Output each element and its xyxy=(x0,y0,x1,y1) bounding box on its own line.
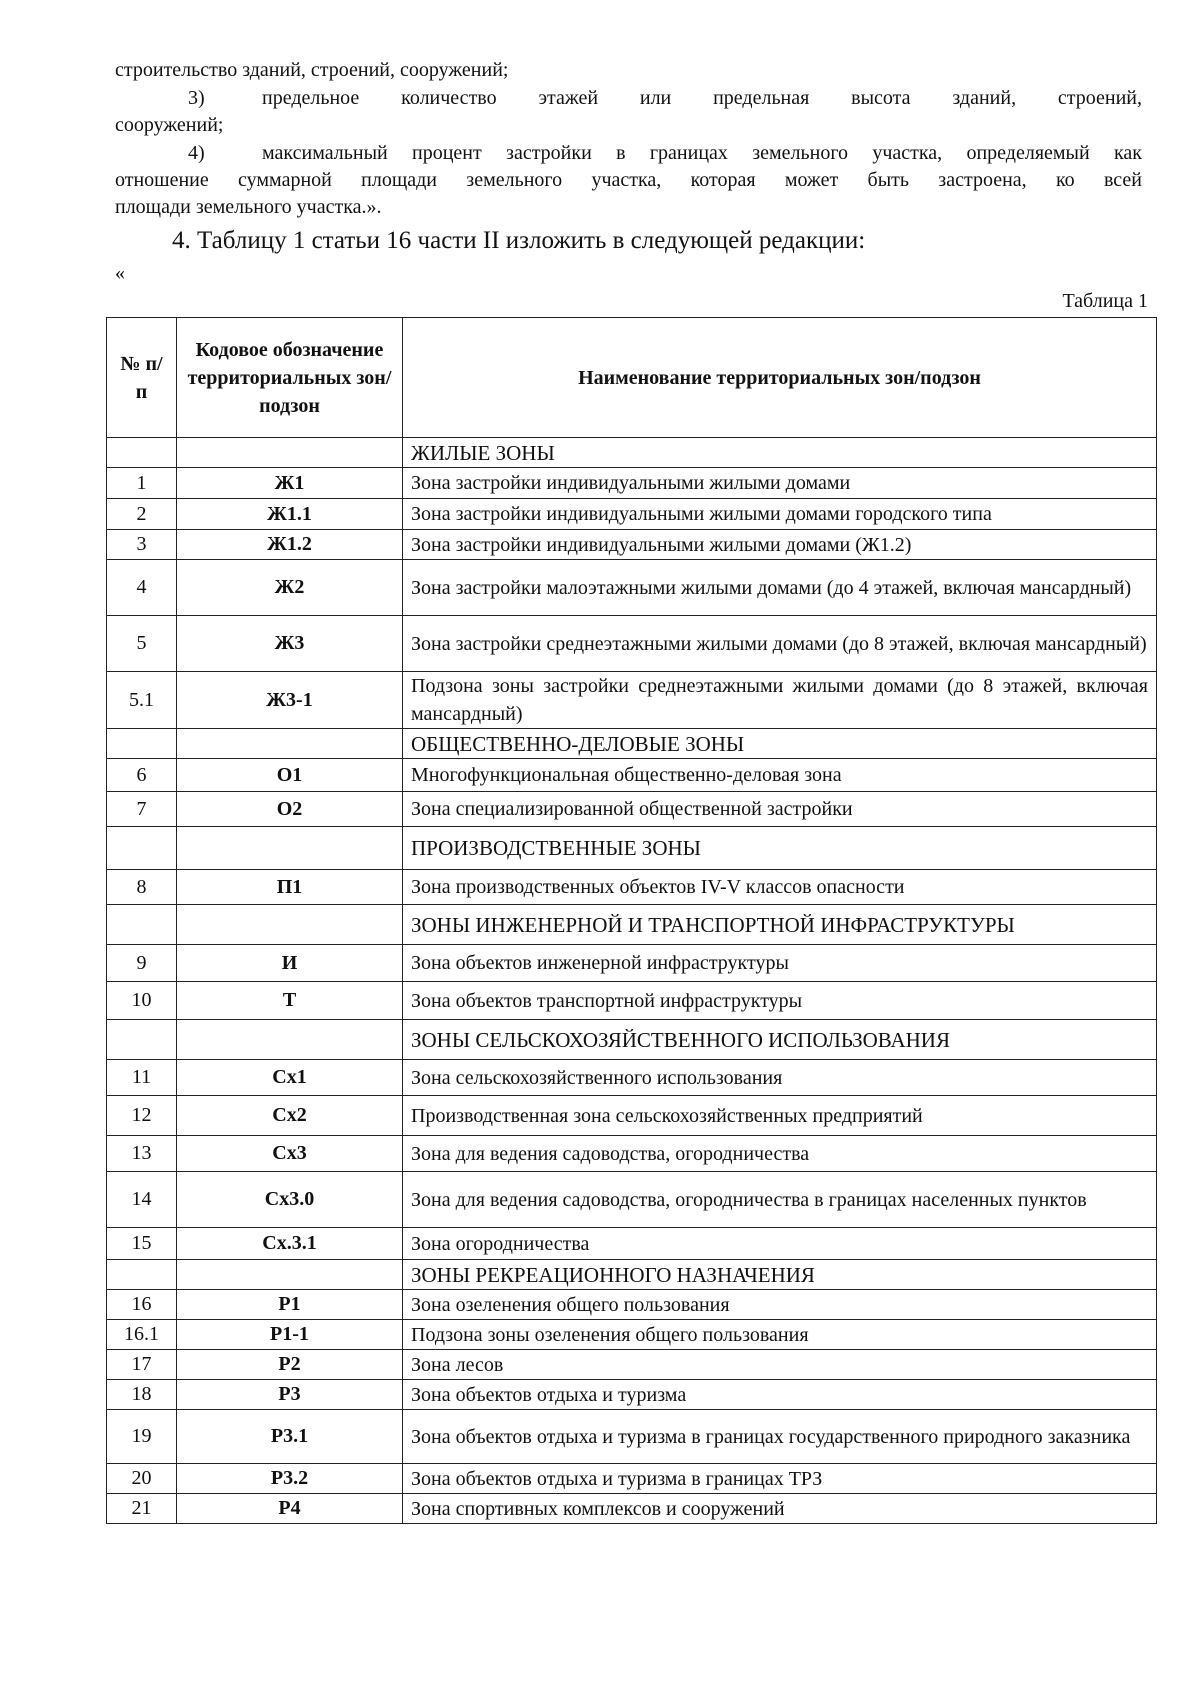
row-number: 11 xyxy=(107,1060,177,1096)
item-4-text: максимальный процент застройки в границах земельного участка, определяемый как xyxy=(262,142,1142,164)
row-zone-name: Зона застройки малоэтажными жилыми домами (до 4 этажей, включая мансардный) xyxy=(403,560,1157,616)
table-row xyxy=(107,870,1157,905)
row-zone-name: Зона объектов отдыха и туризма в границах ТРЗ xyxy=(403,1464,1157,1494)
row-zone-code: Ж1 xyxy=(177,468,403,499)
section-title: ПРОИЗВОДСТВЕННЫЕ ЗОНЫ xyxy=(403,827,1157,870)
row-zone-code xyxy=(177,1020,403,1060)
row-number xyxy=(107,438,177,468)
row-zone-name: Зона застройки среднеэтажными жилыми домами (до 8 этажей, включая мансардный) xyxy=(403,616,1157,672)
section-heading: 4. Таблицу 1 статьи 16 части II изложить в следующей редакции: xyxy=(172,227,866,254)
row-number xyxy=(107,827,177,870)
table-row xyxy=(107,1410,1157,1464)
table-row xyxy=(107,616,1157,672)
table-row xyxy=(107,792,1157,827)
row-zone-code: Ж1.1 xyxy=(177,499,403,530)
row-zone-name: Зона застройки индивидуальными жилыми домами (Ж1.2) xyxy=(403,530,1157,560)
row-zone-name: Подзона зоны озеленения общего пользования xyxy=(403,1320,1157,1350)
row-zone-name: Зона лесов xyxy=(403,1350,1157,1380)
row-zone-name: Зона спортивных комплексов и сооружений xyxy=(403,1494,1157,1524)
row-zone-code: О2 xyxy=(177,792,403,827)
table-header-row xyxy=(107,318,1157,438)
table-row xyxy=(107,560,1157,616)
row-zone-code: Т xyxy=(177,982,403,1020)
row-number: 8 xyxy=(107,870,177,905)
row-number: 1 xyxy=(107,468,177,499)
row-zone-code: Р2 xyxy=(177,1350,403,1380)
row-zone-code: Р1 xyxy=(177,1290,403,1320)
row-number: 17 xyxy=(107,1350,177,1380)
row-number: 4 xyxy=(107,560,177,616)
table-row xyxy=(107,1136,1157,1172)
row-number: 15 xyxy=(107,1228,177,1260)
table-row xyxy=(107,1320,1157,1350)
table-row xyxy=(107,1096,1157,1136)
row-zone-code xyxy=(177,729,403,759)
table-row xyxy=(107,1350,1157,1380)
row-number: 9 xyxy=(107,945,177,982)
row-zone-code: Ж2 xyxy=(177,560,403,616)
row-zone-code: О1 xyxy=(177,759,403,792)
zones-table-body xyxy=(107,438,1157,1524)
row-zone-name: Производственная зона сельскохозяйственных предприятий xyxy=(403,1096,1157,1136)
table-row xyxy=(107,945,1157,982)
item-4-number: 4) xyxy=(188,142,205,164)
header-name: Наименование территориальных зон/подзон xyxy=(403,318,1157,438)
intro-line-1: строительство зданий, строений, сооружений; xyxy=(115,59,509,81)
section-title: ЖИЛЫЕ ЗОНЫ xyxy=(403,438,1157,468)
row-zone-code: Р3.2 xyxy=(177,1464,403,1494)
row-zone-code: Сх2 xyxy=(177,1096,403,1136)
table-row xyxy=(107,1380,1157,1410)
header-num: № п/п xyxy=(107,318,177,438)
table-caption: Таблица 1 xyxy=(1062,290,1148,312)
row-number: 21 xyxy=(107,1494,177,1524)
table-row xyxy=(107,672,1157,729)
row-zone-code: Ж3 xyxy=(177,616,403,672)
section-title: ЗОНЫ ИНЖЕНЕРНОЙ И ТРАНСПОРТНОЙ ИНФРАСТРУКТУРЫ xyxy=(403,905,1157,945)
row-number: 5.1 xyxy=(107,672,177,729)
row-zone-code: Р3 xyxy=(177,1380,403,1410)
row-zone-code: Р4 xyxy=(177,1494,403,1524)
row-number: 16.1 xyxy=(107,1320,177,1350)
row-number: 7 xyxy=(107,792,177,827)
table-row xyxy=(107,499,1157,530)
row-zone-code: Р3.1 xyxy=(177,1410,403,1464)
table-row xyxy=(107,1464,1157,1494)
row-zone-code: Сх3.0 xyxy=(177,1172,403,1228)
row-number xyxy=(107,729,177,759)
row-zone-name: Многофункциональная общественно-деловая зона xyxy=(403,759,1157,792)
row-zone-code: Ж3-1 xyxy=(177,672,403,729)
row-zone-name: Зона озеленения общего пользования xyxy=(403,1290,1157,1320)
row-zone-name: Зона объектов отдыха и туризма в границах государственного природного заказника xyxy=(403,1410,1157,1464)
row-number: 10 xyxy=(107,982,177,1020)
row-zone-name: Зона для ведения садоводства, огородничества xyxy=(403,1136,1157,1172)
row-number xyxy=(107,1020,177,1060)
item-4-line-3: площади земельного участка.». xyxy=(115,196,382,218)
section-title: ОБЩЕСТВЕННО-ДЕЛОВЫЕ ЗОНЫ xyxy=(403,729,1157,759)
row-zone-code: Сх1 xyxy=(177,1060,403,1096)
row-number: 5 xyxy=(107,616,177,672)
table-row xyxy=(107,468,1157,499)
table-section-row xyxy=(107,729,1157,759)
row-zone-name: Зона застройки индивидуальными жилыми домами xyxy=(403,468,1157,499)
row-zone-code xyxy=(177,827,403,870)
item-3-number: 3) xyxy=(188,87,205,109)
item-3-continuation: сооружений; xyxy=(115,114,224,136)
row-zone-name: Зона для ведения садоводства, огородничества в границах населенных пунктов xyxy=(403,1172,1157,1228)
row-zone-name: Зона объектов инженерной инфраструктуры xyxy=(403,945,1157,982)
table-section-row xyxy=(107,905,1157,945)
table-row xyxy=(107,1290,1157,1320)
table-row xyxy=(107,1172,1157,1228)
section-title: ЗОНЫ СЕЛЬСКОХОЗЯЙСТВЕННОГО ИСПОЛЬЗОВАНИЯ xyxy=(403,1020,1157,1060)
row-number: 2 xyxy=(107,499,177,530)
row-zone-code: П1 xyxy=(177,870,403,905)
row-zone-code xyxy=(177,905,403,945)
row-zone-code xyxy=(177,1260,403,1290)
row-number: 13 xyxy=(107,1136,177,1172)
table-section-row xyxy=(107,1020,1157,1060)
row-zone-name: Зона производственных объектов IV-V классов опасности xyxy=(403,870,1157,905)
table-row xyxy=(107,982,1157,1020)
row-number xyxy=(107,905,177,945)
row-zone-name: Зона сельскохозяйственного использования xyxy=(403,1060,1157,1096)
table-row xyxy=(107,759,1157,792)
row-zone-name: Зона огородничества xyxy=(403,1228,1157,1260)
table-section-row xyxy=(107,827,1157,870)
row-zone-code xyxy=(177,438,403,468)
row-number: 14 xyxy=(107,1172,177,1228)
row-zone-code: Р1-1 xyxy=(177,1320,403,1350)
row-zone-code: И xyxy=(177,945,403,982)
table-row xyxy=(107,1060,1157,1096)
opening-quote: « xyxy=(115,262,125,284)
row-zone-code: Сх3 xyxy=(177,1136,403,1172)
row-number: 6 xyxy=(107,759,177,792)
row-zone-name: Зона специализированной общественной застройки xyxy=(403,792,1157,827)
item-3-text: предельное количество этажей или предельная высота зданий, строений, xyxy=(262,87,1142,109)
table-row xyxy=(107,1228,1157,1260)
row-zone-name: Подзона зоны застройки среднеэтажными жилыми домами (до 8 этажей, включая мансардный) xyxy=(403,672,1157,729)
row-number: 18 xyxy=(107,1380,177,1410)
row-zone-code: Сх.3.1 xyxy=(177,1228,403,1260)
header-code: Кодовое обозначение территориальных зон/подзон xyxy=(177,318,403,438)
row-zone-name: Зона объектов транспортной инфраструктуры xyxy=(403,982,1157,1020)
row-number xyxy=(107,1260,177,1290)
row-number: 12 xyxy=(107,1096,177,1136)
row-number: 19 xyxy=(107,1410,177,1464)
row-zone-name: Зона объектов отдыха и туризма xyxy=(403,1380,1157,1410)
row-zone-name: Зона застройки индивидуальными жилыми домами городского типа xyxy=(403,499,1157,530)
table-row xyxy=(107,530,1157,560)
row-number: 3 xyxy=(107,530,177,560)
row-zone-code: Ж1.2 xyxy=(177,530,403,560)
row-number: 20 xyxy=(107,1464,177,1494)
table-section-row xyxy=(107,1260,1157,1290)
table-row xyxy=(107,1494,1157,1524)
table-section-row xyxy=(107,438,1157,468)
zones-table xyxy=(106,317,1157,1524)
section-title: ЗОНЫ РЕКРЕАЦИОННОГО НАЗНАЧЕНИЯ xyxy=(403,1260,1157,1290)
item-4-line-2: отношение суммарной площади земельного участка, которая может быть застроена, ко всей xyxy=(115,169,1142,191)
row-number: 16 xyxy=(107,1290,177,1320)
